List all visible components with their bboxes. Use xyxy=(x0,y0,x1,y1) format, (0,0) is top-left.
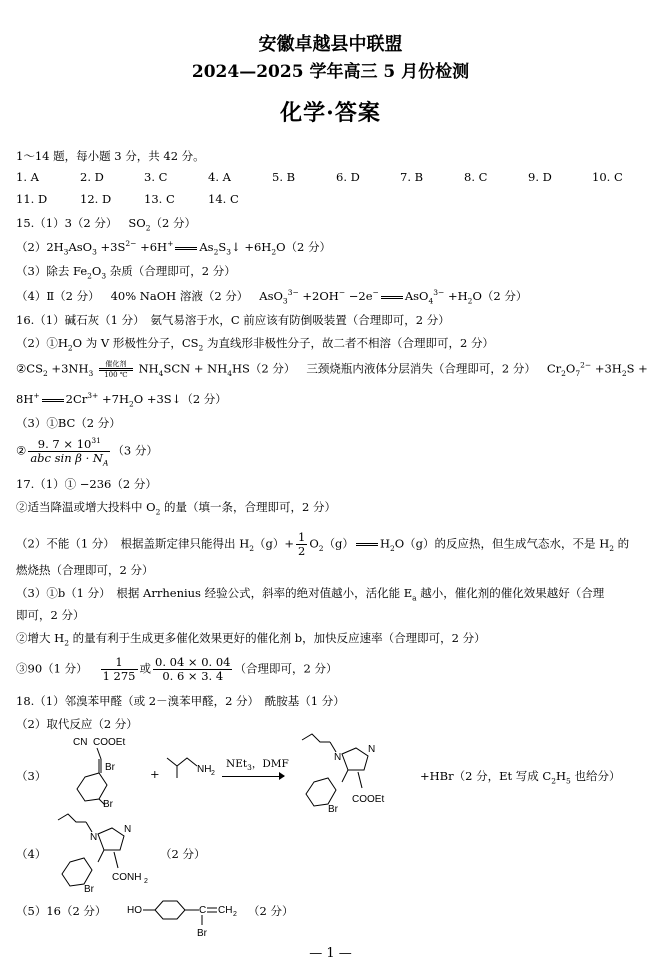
q15-line1: 15.（1）3（2 分） $SO_2(2$ 分） xyxy=(16,216,196,233)
product-structure-1 xyxy=(292,730,422,815)
mc-answer: 5. B xyxy=(272,170,296,184)
svg-text:Br: Br xyxy=(328,804,338,815)
mc-answer: 3. C xyxy=(144,170,168,184)
mc-answer: 14. C xyxy=(208,192,239,206)
density-fraction: $\frac{9. 7 \times 10^{31}}{abc \sin \beta \cdot N_A}$ xyxy=(30,436,109,468)
mc-answer: 2. D xyxy=(80,170,104,184)
svg-text:N: N xyxy=(90,832,98,843)
svg-text:CONH: CONH xyxy=(112,872,142,883)
q18-line2: （2）取代反应（2 分） xyxy=(16,717,138,731)
svg-text:N: N xyxy=(368,744,376,755)
mc-answer: 7. B xyxy=(400,170,424,184)
page-title-subject: 化学·答案 xyxy=(280,100,381,126)
q17-line3: （2）不能（1 分） 根据盖斯定律只能得出 $H_2(g)+$ $\frac{1}{2}$ $O_2(g)$ $H_2O(g)$的反应热，但生成气态水，不是 $H_2$ 的 xyxy=(16,530,630,558)
page-number: — 1 — xyxy=(309,946,352,961)
q18-line1: 18.（1）邻溴苯甲醛（或 2－溴苯甲醛，2 分） 酰胺基（1 分） xyxy=(16,694,345,708)
reactant-structure-1 xyxy=(55,733,145,808)
q18-3-label: （3） xyxy=(16,769,47,783)
svg-text:COOEt: COOEt xyxy=(352,794,385,805)
q17-line6: 即可，2 分） xyxy=(16,608,85,622)
q16-line4: 8H+ $2Cr^{3+} +7H_2O$ +3S↓（2 分） xyxy=(16,391,227,409)
product-structure-2 xyxy=(48,810,158,895)
mc-answer: 13. C xyxy=(144,192,175,206)
arrow-head-icon xyxy=(279,772,285,780)
svg-text:2: 2 xyxy=(211,770,215,777)
svg-text:CN: CN xyxy=(73,737,88,748)
q16-line5: （3）①BC（2 分） xyxy=(16,416,121,430)
q17-line4: 燃烧热（合理即可，2 分） xyxy=(16,563,154,577)
svg-text:2: 2 xyxy=(144,878,148,885)
svg-text:Br: Br xyxy=(105,762,115,773)
q15-line2: $(2)2H_3AsO_3 +3S^{2-} +6H^+$ $As_2S_3↓ +6H_2O(2$ 分） xyxy=(16,239,332,257)
mc-answer: 1. A xyxy=(16,170,39,184)
mc-answer: 8. C xyxy=(464,170,488,184)
mc-answer: 12. D xyxy=(80,192,112,206)
q17-line5: （3）①b（1 分） 根据 Arrhenius 经验公式，斜率的绝对值越小，活化能 $E_a$ 越小，催化剂的催化效果越好（合理 xyxy=(16,586,605,603)
q16-line3: $②CS_2 +3NH_3$ 催化剂 100 ℃ $NH_4SCN + NH_4HS(2$ 分） 三颈烧瓶内液体分层消失（合理即可，2 分） $Cr_2O_7^{2-} +3H_2S$ + xyxy=(16,360,648,379)
q18-4-label: （4） xyxy=(16,847,47,861)
svg-text:Br: Br xyxy=(84,884,94,895)
mc-answer: 9. D xyxy=(528,170,552,184)
svg-text:N: N xyxy=(124,824,132,835)
q15-line3: （3）除去 $Fe_2O_3$ 杂质（合理即可，2 分） xyxy=(16,264,236,281)
q15-line4: （4）Ⅱ（2 分） 40% NaOH 溶液（2 分） AsO$_3^{3-}$ +2OH− −2e− $AsO_4^{3-} +H_2O(2$ 分） xyxy=(16,288,528,306)
svg-text:C: C xyxy=(199,905,207,916)
mc-answer: 11. D xyxy=(16,192,48,206)
q16-line1: 16.（1）碱石灰（1 分） 氨气易溶于水，C 前应该有防倒吸装置（合理即可，2 分） xyxy=(16,313,450,327)
q18-4-score: （2 分） xyxy=(160,847,206,861)
q16-line2: $(2)①H_2O$ 为 V 形极性分子，$CS_2$ 为直线形非极性分子，故二者不相溶（合理即可，2 分） xyxy=(16,336,494,353)
q17-line2: ②适当降温或增大投料中 $O_2$ 的量（填一条，合理即可，2 分） xyxy=(16,500,337,517)
q18-3-tail: +HBr（2 分，Et 写成 $C_2H_5$ 也给分） xyxy=(420,769,621,786)
product-structure-3 xyxy=(125,893,255,943)
q17-line8: ③90（1 分） $\frac{1}{1 275}$ 或 $\frac{0. 04 \times 0. 04}{0. 6 \times 3. 4}$ （合理即可，2 分） xyxy=(16,655,338,683)
q18-5-answer: （5）16（2 分） xyxy=(16,904,107,918)
svg-text:N: N xyxy=(334,752,342,763)
svg-text:COOEt: COOEt xyxy=(93,737,126,748)
mc-answer: 10. C xyxy=(592,170,623,184)
page-title-alliance: 安徽卓越县中联盟 xyxy=(258,34,403,55)
reaction-arrow xyxy=(222,776,284,777)
reaction-conditions: NEt$_3$，DMF xyxy=(226,758,289,773)
mc-answer: 4. A xyxy=(208,170,231,184)
svg-text:2: 2 xyxy=(233,911,237,918)
q16-line6: ② $\frac{9. 7 \times 10^{31}}{abc \sin \beta \cdot N_A}$ （3 分） xyxy=(16,436,158,468)
svg-text:HO: HO xyxy=(127,905,142,916)
svg-text:NH: NH xyxy=(197,764,212,775)
isobutylamine-structure xyxy=(165,748,215,788)
section-heading: 1～14 题，每小题 3 分，共 42 分。 xyxy=(16,149,205,163)
page-title-exam: 2024—2025 学年高三 5 月份检测 xyxy=(191,62,470,82)
mc-answer: 6. D xyxy=(336,170,360,184)
svg-text:Br: Br xyxy=(103,799,113,808)
svg-text:Br: Br xyxy=(197,928,207,939)
q17-line1: 17.（1）① −236（2 分） xyxy=(16,477,157,491)
q18-5-score: （2 分） xyxy=(248,904,294,918)
q17-line7: ②增大 $H_2$ 的量有利于生成更多催化效果更好的催化剂 b，加快反应速率（合理即可，2 分） xyxy=(16,631,486,648)
svg-text:CH: CH xyxy=(218,905,233,916)
reaction-plus: + xyxy=(150,767,160,781)
